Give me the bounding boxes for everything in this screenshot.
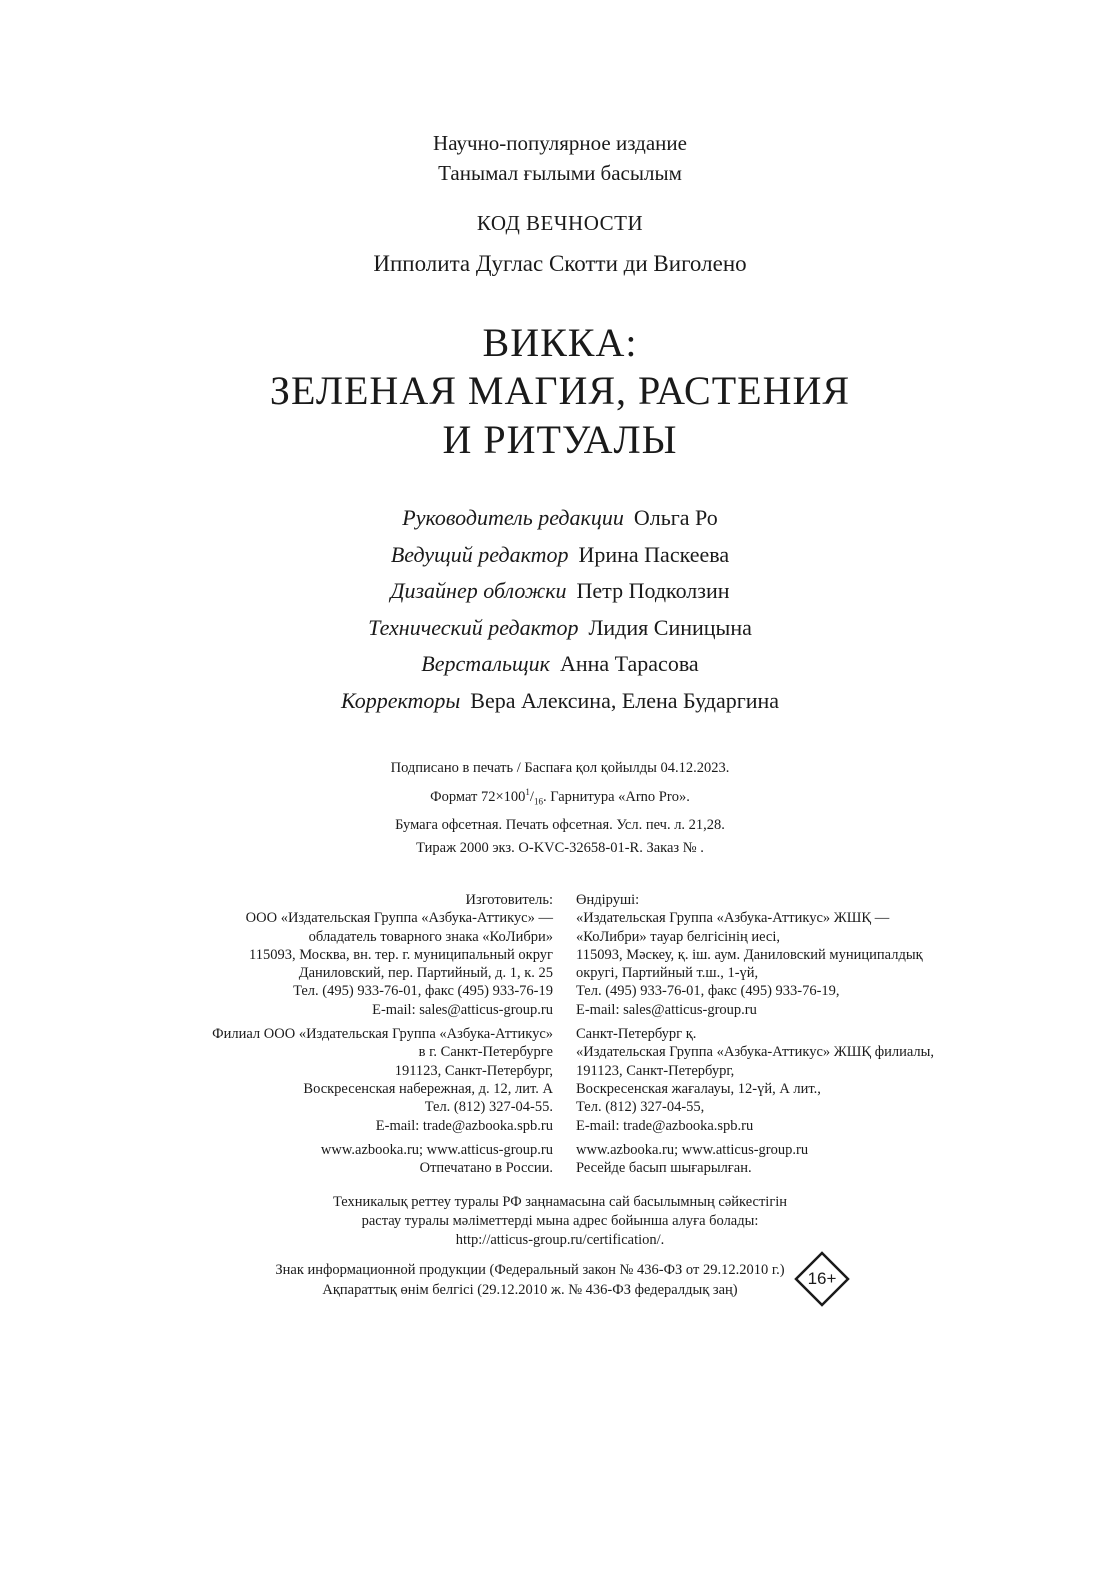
credit-role: Ведущий редактор	[390, 541, 569, 567]
text-line: 191123, Санкт-Петербург,	[576, 1062, 735, 1079]
text-line: Тел. (495) 933-76-01, факс (495) 933-76-19,	[576, 983, 840, 1000]
manufacturer-kz-web	[576, 1141, 934, 1178]
series-title: КОД ВЕЧНОСТИ	[476, 211, 644, 235]
text-line: Даниловский, пер. Партийный, д. 1, к. 25	[298, 965, 553, 982]
text-line: Изготовитель:	[465, 892, 553, 908]
text-line: округі, Партийный т.ш., 1-үй,	[576, 965, 759, 982]
credit-name: Вера Алексина, Елена Бударгина	[470, 687, 780, 713]
text-line: Өндіруші:	[576, 892, 640, 908]
credit-row	[0, 500, 1100, 537]
manufacturer-kz	[576, 891, 934, 1183]
genre-ru: Научно-популярное издание	[433, 131, 687, 155]
credit-row	[0, 646, 1100, 683]
text-line: E-mail: trade@azbooka.spb.ru	[576, 1117, 754, 1134]
paper-line: Бумага офсетная. Печать офсетная. Усл. печ. л. 21,28.	[395, 816, 725, 833]
credit-role: Корректоры	[340, 687, 461, 713]
credit-row	[0, 573, 1100, 610]
text-line: E-mail: sales@atticus-group.ru	[576, 1001, 757, 1018]
credit-row	[0, 610, 1100, 647]
text-line: Воскресенская жағалауы, 12-үй, А лит.,	[576, 1080, 821, 1097]
age-rating-badge	[794, 1251, 850, 1307]
credit-role: Руководитель редакции	[402, 505, 624, 530]
text-line: ООО «Издательская Группа «Азбука-Аттикус» —	[245, 910, 553, 927]
manufacturer-kz-main	[576, 891, 934, 1019]
web-links: www.azbooka.ru; www.atticus-group.ru	[576, 1141, 809, 1158]
credit-row	[0, 683, 1100, 720]
text-line: Тел. (495) 933-76-01, факс (495) 933-76-19	[293, 983, 553, 1000]
text-line: обладатель товарного знака «КоЛибри»	[308, 928, 553, 945]
age-rating: 16+	[807, 1269, 837, 1288]
text-line: Тел. (812) 327-04-55,	[576, 1099, 705, 1116]
book-title-line-3: И РИТУАЛЫ	[442, 417, 678, 462]
credits-list	[0, 500, 1100, 719]
text-line: «Издательская Группа «Азбука-Аттикус» ЖШҚ —	[576, 910, 890, 927]
info-sign-kz: Ақпараттық өнім белгісі (29.12.2010 ж. № 436-ФЗ федералдық заң)	[322, 1281, 738, 1298]
format-suffix: . Гарнитура «Arno Pro».	[542, 788, 690, 805]
book-title-line-1: ВИККА:	[482, 320, 638, 365]
run-line: Тираж 2000 экз. O-KVC-32658-01-R. Заказ № .	[416, 840, 704, 857]
certification-url: http://atticus-group.ru/certification/.	[455, 1232, 665, 1248]
format-prefix: Формат 72×100	[430, 788, 526, 805]
credit-name: Анна Тарасова	[559, 651, 699, 676]
credit-role: Верстальщик	[421, 651, 550, 676]
signed-date: Подписано в печать / Баспаға қол қойылды 04.12.2023.	[390, 760, 730, 776]
text-line: Филиал ООО «Издательская Группа «Азбука-Аттикус»	[212, 1026, 553, 1043]
web-links: www.azbooka.ru; www.atticus-group.ru	[320, 1141, 553, 1158]
printed-in: Отпечатано в России.	[419, 1160, 553, 1177]
text-line: «Издательская Группа «Азбука-Аттикус» ЖШҚ филиалы,	[576, 1044, 935, 1061]
printed-in: Ресейде басып шығарылған.	[576, 1160, 752, 1177]
credit-name: Лидия Синицына	[588, 614, 752, 640]
credit-role: Дизайнер обложки	[390, 578, 567, 603]
manufacturer-ru-web	[212, 1141, 553, 1178]
manufacturer-ru-branch	[212, 1025, 553, 1135]
text-line: 115093, Москва, вн. тер. г. муниципальный округ	[249, 946, 553, 963]
credit-role: Технический редактор	[368, 614, 579, 640]
text-line: E-mail: sales@atticus-group.ru	[372, 1001, 553, 1018]
credit-name: Петр Подколзин	[576, 578, 730, 603]
genre-kz: Танымал ғылыми басылым	[438, 161, 682, 185]
text-line: 115093, Мәскеу, қ. іш. аум. Даниловский муниципалдық	[576, 946, 923, 963]
text-line: E-mail: trade@azbooka.spb.ru	[375, 1117, 553, 1134]
manufacturer-ru	[212, 891, 553, 1183]
format-line: Формат $72\times 100^1/_{16}$. Гарнитура «Arno Pro».	[430, 786, 690, 807]
book-title-line-2: ЗЕЛЕНАЯ МАГИЯ, РАСТЕНИЯ	[269, 368, 851, 413]
info-sign-ru: Знак информационной продукции (Федеральный закон № 436-ФЗ от 29.12.2010 г.)	[275, 1262, 785, 1278]
credit-name: Ирина Паскеева	[578, 541, 730, 567]
text-line: растау туралы мәліметтерді мына адрес бойынша алуға болады:	[361, 1213, 759, 1229]
format-fraction-numerator: 1	[525, 786, 530, 797]
print-info	[0, 757, 1100, 861]
text-line: в г. Санкт-Петербурге	[418, 1044, 553, 1061]
format-fraction-denominator: 16	[533, 796, 543, 807]
book-author: Ипполита Дуглас Скотти ди Виголено	[373, 251, 747, 276]
text-line: 191123, Санкт-Петербург,	[394, 1062, 553, 1079]
text-line: Санкт-Петербург қ.	[576, 1026, 697, 1043]
text-line: «КоЛибри» тауар белгісінің иесі,	[576, 928, 781, 945]
manufacturer-ru-main	[212, 891, 553, 1019]
text-line: Воскресенская набережная, д. 12, лит. А	[303, 1080, 553, 1097]
text-line: Техникалық реттеу туралы РФ заңнамасына сай басылымның сәйкестігін	[332, 1194, 788, 1210]
info-sign	[0, 1261, 1060, 1300]
credit-row	[0, 537, 1100, 574]
text-line: Тел. (812) 327-04-55.	[424, 1099, 553, 1116]
certification-note	[0, 1193, 1100, 1250]
credit-name: Ольга Ро	[633, 505, 718, 530]
manufacturer-kz-branch	[576, 1025, 934, 1135]
